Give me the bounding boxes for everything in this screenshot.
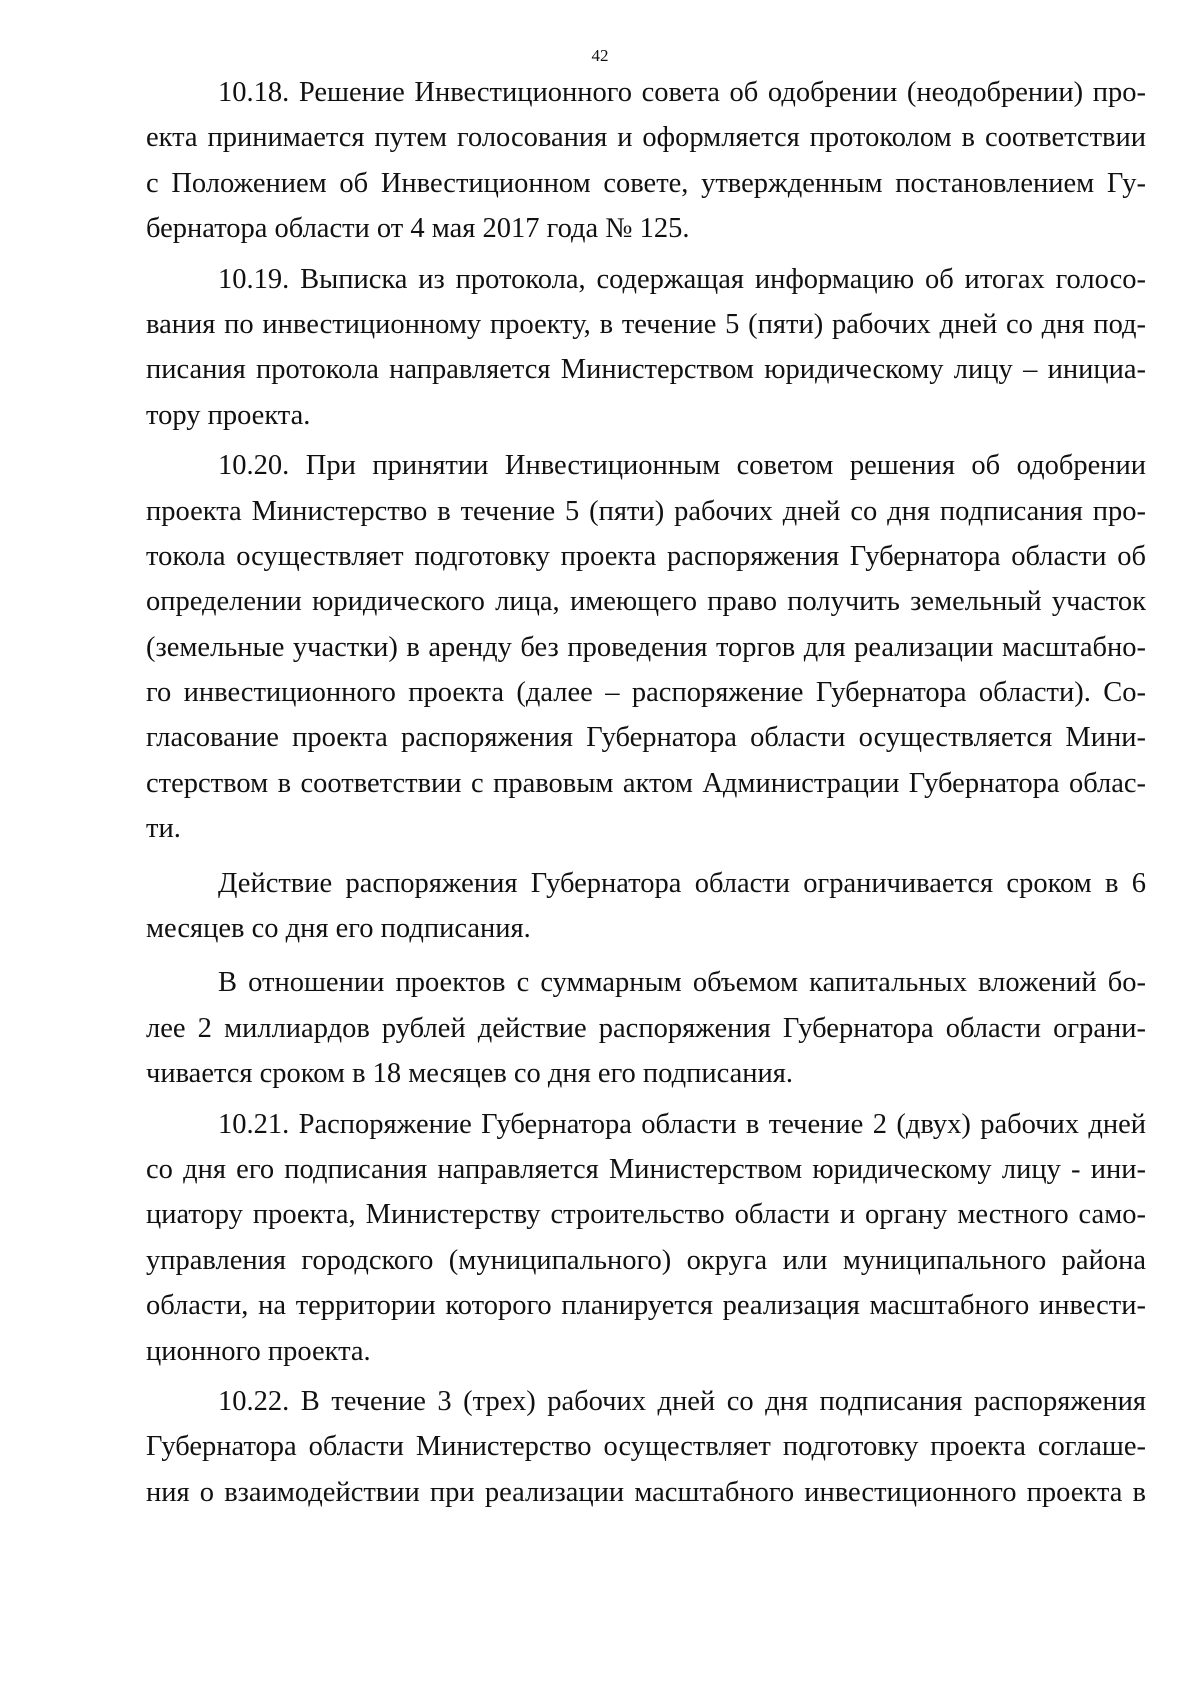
- text-line: 10.18. Решение Инвестиционного совета об одобрении (неодобрении) про-: [218, 77, 1146, 108]
- text-line: ционного проекта.: [146, 1335, 371, 1367]
- paragraph-10-20: [146, 443, 1146, 852]
- paragraph-order-validity: [146, 861, 1146, 952]
- page-number: 42: [591, 46, 609, 65]
- text-line: 10.20. При принятии Инвестиционным советом решения об одобрении: [218, 450, 1146, 482]
- text-line: с Положением об Инвестиционном совете, утвержденным постановлением Гу-: [146, 167, 1146, 199]
- text-line: вания по инвестиционному проекту, в течение 5 (пяти) рабочих дней со дня под-: [146, 308, 1146, 340]
- text-line: писания протокола направляется Министерством юридическому лицу – инициа-: [146, 354, 1146, 386]
- text-line: гласование проекта распоряжения Губернатора области осуществляется Мини-: [146, 722, 1146, 754]
- text-line: стерством в соответствии с правовым актом Администрации Губернатора облас-: [146, 767, 1146, 799]
- text-line: тору проекта.: [146, 399, 311, 431]
- paragraph-10-22: [146, 1379, 1146, 1515]
- text-line: области, на территории которого планируется реализация масштабного инвести-: [146, 1290, 1146, 1322]
- document-body: [146, 70, 1146, 1515]
- text-line: проекта Министерство в течение 5 (пяти) рабочих дней со дня подписания про-: [146, 495, 1146, 527]
- paragraph-large-projects: [146, 960, 1146, 1096]
- text-line: бернатора области от 4 мая 2017 года № 125.: [146, 213, 690, 245]
- text-line: 10.21. Распоряжение Губернатора области в течение 2 (двух) рабочих дней: [218, 1108, 1146, 1140]
- text-line: чивается сроком в 18 месяцев со дня его подписания.: [146, 1058, 793, 1090]
- text-line: ти.: [146, 813, 181, 845]
- text-line: определении юридического лица, имеющего право получить земельный участок: [146, 586, 1146, 618]
- text-line: 10.19. Выписка из протокола, содержащая информацию об итогах голосо-: [218, 263, 1146, 295]
- text-line: екта принимается путем голосования и оформляется протоколом в соответствии: [146, 122, 1146, 154]
- text-line: токола осуществляет подготовку проекта распоряжения Губернатора области об: [146, 540, 1146, 572]
- text-line: циатору проекта, Министерству строительство области и органу местного само-: [146, 1199, 1146, 1231]
- paragraph-10-18: [146, 70, 1146, 252]
- text-line: го инвестиционного проекта (далее – распоряжение Губернатора области). Со-: [146, 677, 1146, 709]
- text-line: управления городского (муниципального) округа или муниципального района: [146, 1244, 1146, 1276]
- text-line: лее 2 миллиардов рублей действие распоряжения Губернатора области ограни-: [146, 1012, 1146, 1044]
- text-line: 10.22. В течение 3 (трех) рабочих дней со дня подписания распоряжения: [218, 1385, 1146, 1417]
- text-line: ния о взаимодействии при реализации масштабного инвестиционного проекта в: [146, 1476, 1146, 1508]
- text-line: (земельные участки) в аренду без проведения торгов для реализации масштабно-: [146, 631, 1146, 663]
- text-line: месяцев со дня его подписания.: [146, 913, 531, 945]
- paragraph-10-21: [146, 1102, 1146, 1374]
- text-line: Губернатора области Министерство осуществляет подготовку проекта соглаше-: [146, 1431, 1146, 1463]
- paragraph-10-19: [146, 257, 1146, 439]
- text-line: В отношении проектов с суммарным объемом капитальных вложений бо-: [218, 967, 1146, 999]
- text-line: Действие распоряжения Губернатора области ограничивается сроком в 6: [218, 867, 1146, 899]
- text-line: со дня его подписания направляется Министерством юридическому лицу - ини-: [146, 1153, 1146, 1185]
